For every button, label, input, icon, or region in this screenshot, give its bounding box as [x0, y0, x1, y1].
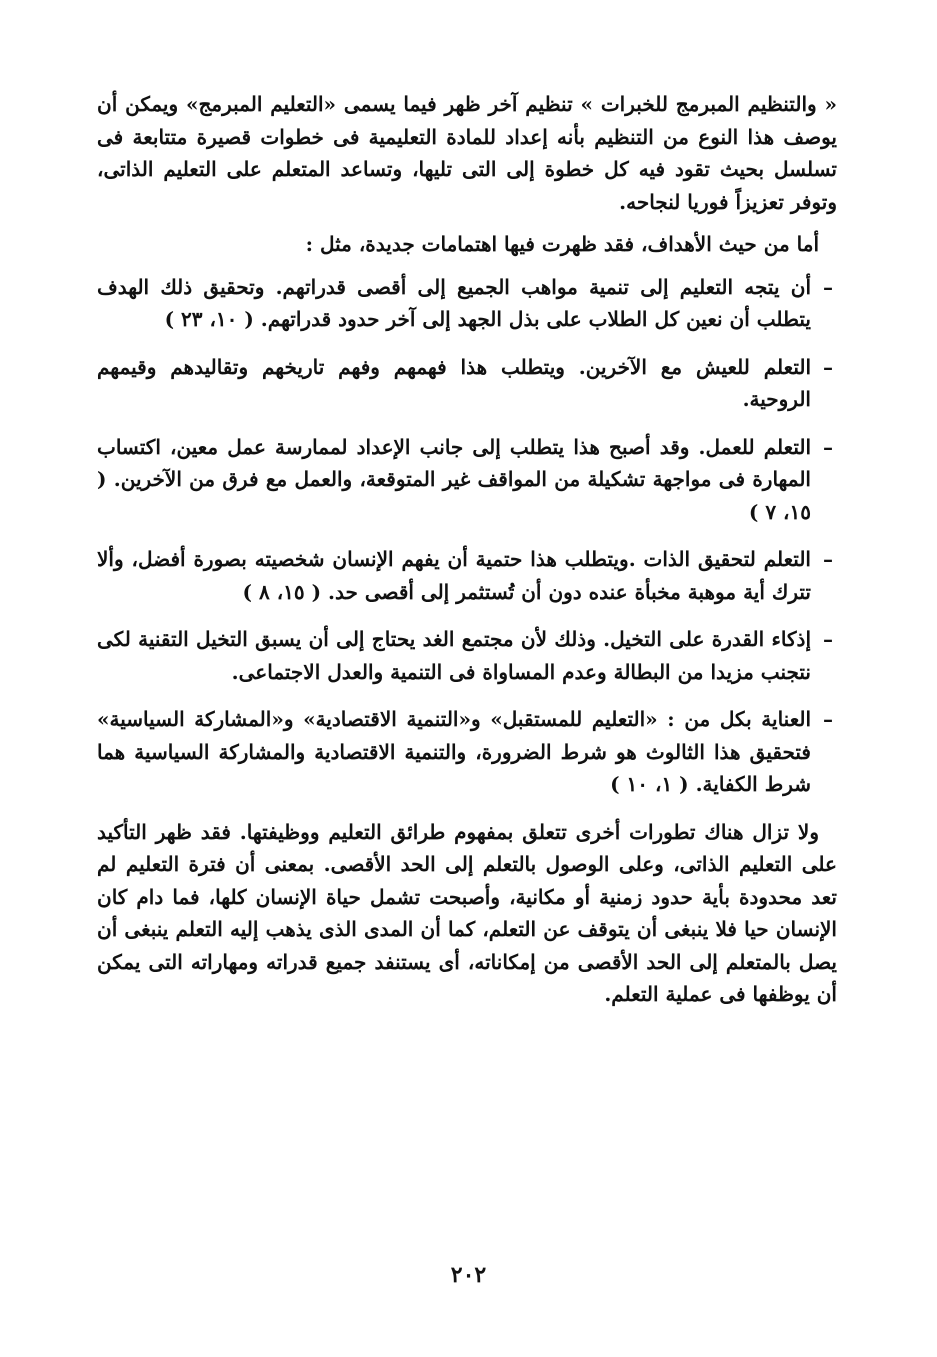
goals-list — [97, 271, 837, 801]
paragraph-programmed-learning: « والتنظيم المبرمج للخبرات » تنظيم آخر ظهر فيما يسمى «التعليم المبرمج» ويمكن أن يوصف هذا النوع من التنظيم بأنه إعداد للمادة التعليمية فى خطوات قصيرة متتابعة فى تسلسل بحيث تقود فيه كل خطوة إلى التى تليها، وتساعد المتعلم على التعليم الذاتى، وتوفر تعزيزاً فوريا لنجاحه. — [97, 92, 838, 214]
goal-text: التعلم لتحقيق الذات .ويتطلب هذا حتمية أن يفهم الإنسان شخصيته بصورة أفضل، وألا تترك أية موهبة مخبأة عنده دون أن تُستثمر إلى أقصى حد. ( ١٥، ٨ ) — [97, 547, 811, 604]
goal-text: التعلم للعمل. وقد أصبح هذا يتطلب إلى جانب الإعداد لممارسة عمل معين، اكتساب المهارة فى مواجهة تشكيلة من المواقف غير المتوقعة، والعمل مع فرق من الآخرين. ( ١٥، ٧ ) — [97, 434, 811, 524]
page-body — [97, 88, 837, 1011]
goal-text: أن يتجه التعليم إلى تنمية مواهب الجميع إلى أقصى قدراتهم. وتحقيق ذلك الهدف يتطلب أن نعين كل الطلاب على بذل الجهد إلى آخر حدود قدراتهم. ( ١٠، ٢٣ ) — [97, 274, 811, 331]
goal-item-imagination — [97, 623, 837, 688]
goal-item-learning-to-work — [97, 431, 837, 529]
bullet-dash: – — [823, 707, 833, 731]
goal-text: إذكاء القدرة على التخيل. وذلك لأن مجتمع الغد يحتاج إلى أن يسبق التخيل التقنية لكى نتجنب مزيدا من البطالة وعدم المساواة فى التنمية والعدل الاجتماعى. — [97, 627, 811, 684]
bullet-dash: – — [823, 354, 833, 379]
goal-item-living-together — [97, 351, 837, 416]
goal-item-self-realization — [97, 543, 837, 608]
page-number: ٢٠٢ — [450, 1262, 487, 1288]
bullet-dash: – — [823, 434, 833, 459]
goal-text: التعلم للعيش مع الآخرين. ويتطلب هذا فهمهم وفهم تاريخهم وتقاليدهم وقيمهم الروحية. — [97, 354, 811, 411]
goal-item-develop-talents — [97, 271, 837, 336]
goals-intro: أما من حيث الأهداف، فقد ظهرت فيها اهتمامات جديدة، مثل : — [305, 232, 819, 256]
bullet-dash: – — [823, 547, 833, 571]
goal-text: العناية بكل من : «التعليم للمستقبل» و«التنمية الاقتصادية» و«المشاركة السياسية» فتحقيق هذا الثالوث هو شرط الضرورة، والتنمية الاقتصادية والمشاركة السياسية هما شرط الكفاية. ( ١، ١٠ ) — [97, 707, 811, 796]
bullet-dash: – — [823, 627, 833, 651]
goal-item-triad — [97, 703, 837, 801]
paragraph-lifelong-learning: ولا تزال هناك تطورات أخرى تتعلق بمفهوم طرائق التعليم ووظيفتها. فقد ظهر التأكيد على التعليم الذاتى، وعلى الوصول بالتعلم إلى الحد الأقصى. بمعنى أن فترة التعليم لم تعد محدودة بأية حدود زمنية أو مكانية، وأصبحت تشمل حياة الإنسان كلها، فما دام كان الإنسان حيا فلا ينبغى أن يتوقف عن التعلم، كما أن المدى الذى يذهب إليه التعلم ينبغى أن يصل بالمتعلم إلى الحد الأقصى من إمكاناته، أى يستنفد جميع قدراته ومهاراته التى يمكن أن يوظفها فى عملية التعلم. — [97, 819, 837, 1006]
bullet-dash: – — [823, 274, 833, 299]
